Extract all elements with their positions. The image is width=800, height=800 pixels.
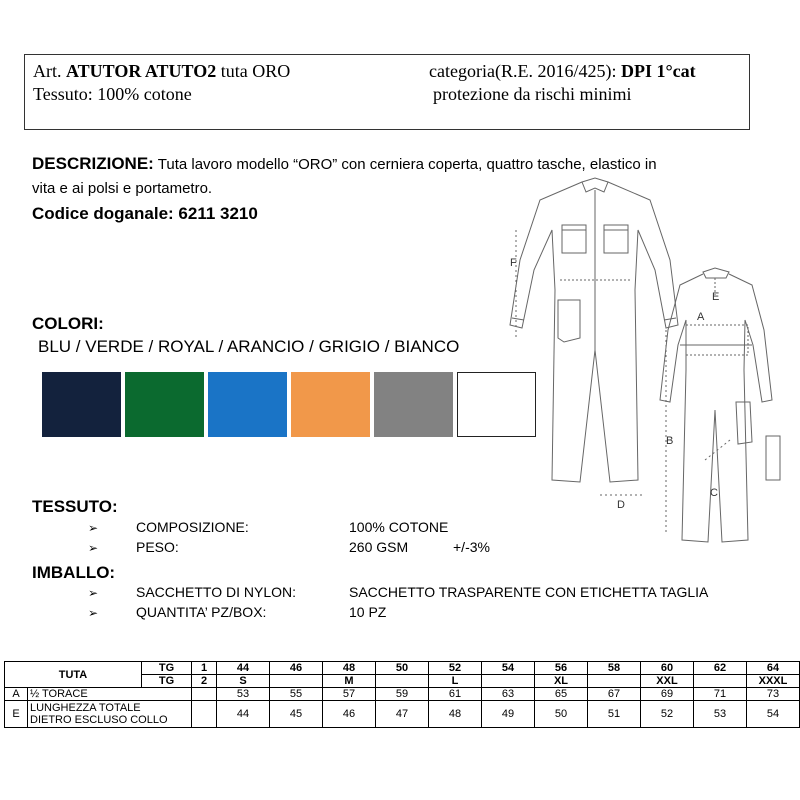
size-cell: 2 — [192, 675, 217, 688]
size-cell: XXL — [641, 675, 694, 688]
size-cell — [694, 675, 747, 688]
value-cell: 71 — [694, 688, 747, 701]
value-cell: 59 — [376, 688, 429, 701]
row-label-line2: DIETRO ESCLUSO COLLO — [30, 714, 168, 726]
swatch-blu — [42, 372, 121, 437]
value-cell: 49 — [482, 701, 535, 728]
tg-header: TG — [142, 662, 192, 675]
table-row — [5, 701, 800, 728]
size-cell — [376, 675, 429, 688]
table-row — [5, 688, 800, 701]
label-a: A — [697, 311, 705, 323]
value-cell: 65 — [535, 688, 588, 701]
quantity-value: 10 PZ — [349, 604, 387, 620]
value-cell: 50 — [535, 701, 588, 728]
weight-label: PESO: — [136, 539, 179, 555]
size-table — [4, 661, 800, 728]
label-d: D — [617, 499, 625, 511]
value-cell: 57 — [323, 688, 376, 701]
description-line1: Tuta lavoro modello “ORO” con cerniera coperta, quattro tasche, elastico in — [153, 156, 657, 173]
bullet-arrow-icon: ➢ — [88, 606, 99, 620]
packaging-label: SACCHETTO DI NYLON: — [136, 584, 296, 600]
size-cell: 64 — [747, 662, 800, 675]
table-row — [5, 662, 800, 675]
weight-tolerance: +/-3% — [453, 539, 490, 555]
size-cell — [270, 675, 323, 688]
categoria-label: categoria(R.E. 2016/425): — [429, 61, 617, 81]
protezione-line: protezione da rischi minimi — [433, 84, 632, 104]
value-cell: 53 — [217, 688, 270, 701]
swatch-verde — [125, 372, 204, 437]
categoria-value: DPI 1°cat — [620, 61, 696, 81]
swatch-royal — [208, 372, 287, 437]
swatch-grigio — [374, 372, 453, 437]
value-cell: 44 — [217, 701, 270, 728]
composition-value: 100% COTONE — [349, 519, 449, 535]
swatch-arancio — [291, 372, 370, 437]
size-cell: 46 — [270, 662, 323, 675]
row-label — [28, 701, 192, 728]
value-cell: 69 — [641, 688, 694, 701]
label-b: B — [666, 435, 674, 447]
bullet-arrow-icon: ➢ — [88, 521, 99, 535]
value-cell: 45 — [270, 701, 323, 728]
bullet-arrow-icon: ➢ — [88, 586, 99, 600]
size-cell: L — [429, 675, 482, 688]
tessuto-title: TESSUTO: — [32, 497, 118, 516]
size-cell: 44 — [217, 662, 270, 675]
front-coverall-drawing — [510, 178, 678, 482]
row-code: A — [5, 688, 28, 701]
colors-title: COLORI: — [32, 314, 104, 333]
size-cell: 60 — [641, 662, 694, 675]
art-prefix: Art. — [33, 61, 62, 81]
label-c: C — [710, 487, 718, 499]
size-cell: S — [217, 675, 270, 688]
value-cell — [192, 688, 217, 701]
value-cell — [192, 701, 217, 728]
size-cell: XXXL — [747, 675, 800, 688]
value-cell: 55 — [270, 688, 323, 701]
header-box — [24, 54, 750, 130]
value-cell: 53 — [694, 701, 747, 728]
size-cell: 48 — [323, 662, 376, 675]
colors-list: BLU / VERDE / ROYAL / ARANCIO / GRIGIO / BIANCO — [38, 337, 460, 356]
value-cell: 51 — [588, 701, 641, 728]
row-label-line1: LUNGHEZZA TOTALE — [30, 702, 141, 714]
value-cell: 61 — [429, 688, 482, 701]
label-f: F — [510, 257, 517, 269]
size-cell: 52 — [429, 662, 482, 675]
tessuto-line: Tessuto: 100% cotone — [33, 84, 192, 104]
value-cell: 48 — [429, 701, 482, 728]
value-cell: 52 — [641, 701, 694, 728]
description-line2: vita e ai polsi e portametro. — [32, 180, 213, 197]
tg-header: TG — [142, 675, 192, 688]
tuta-header: TUTA — [5, 662, 142, 688]
packaging-value: SACCHETTO TRASPARENTE CON ETICHETTA TAGLIA — [349, 584, 709, 600]
value-cell: 46 — [323, 701, 376, 728]
size-cell: 56 — [535, 662, 588, 675]
description-label: DESCRIZIONE: — [32, 154, 154, 173]
value-cell: 67 — [588, 688, 641, 701]
imballo-title: IMBALLO: — [32, 563, 116, 582]
value-cell: 54 — [747, 701, 800, 728]
size-cell: 50 — [376, 662, 429, 675]
composition-label: COMPOSIZIONE: — [136, 519, 249, 535]
size-cell: 1 — [192, 662, 217, 675]
size-cell: 58 — [588, 662, 641, 675]
quantity-label: QUANTITA’ PZ/BOX: — [136, 604, 267, 620]
value-cell: 73 — [747, 688, 800, 701]
article-line — [33, 61, 290, 82]
categoria-line — [429, 61, 696, 82]
weight-value: 260 GSM — [349, 539, 409, 555]
label-e: E — [712, 291, 720, 303]
bullet-arrow-icon: ➢ — [88, 541, 99, 555]
value-cell: 63 — [482, 688, 535, 701]
size-cell: M — [323, 675, 376, 688]
row-label: ½ TORACE — [28, 688, 192, 701]
size-cell: XL — [535, 675, 588, 688]
art-name: tuta ORO — [220, 61, 291, 81]
size-cell — [588, 675, 641, 688]
back-coverall-drawing — [660, 268, 780, 542]
row-code: E — [5, 701, 28, 728]
size-cell: 62 — [694, 662, 747, 675]
value-cell: 47 — [376, 701, 429, 728]
size-cell — [482, 675, 535, 688]
art-code: ATUTOR ATUTO2 — [66, 61, 217, 81]
coverall-diagram — [500, 170, 790, 550]
customs-code: Codice doganale: 6211 3210 — [32, 204, 258, 223]
size-cell: 54 — [482, 662, 535, 675]
